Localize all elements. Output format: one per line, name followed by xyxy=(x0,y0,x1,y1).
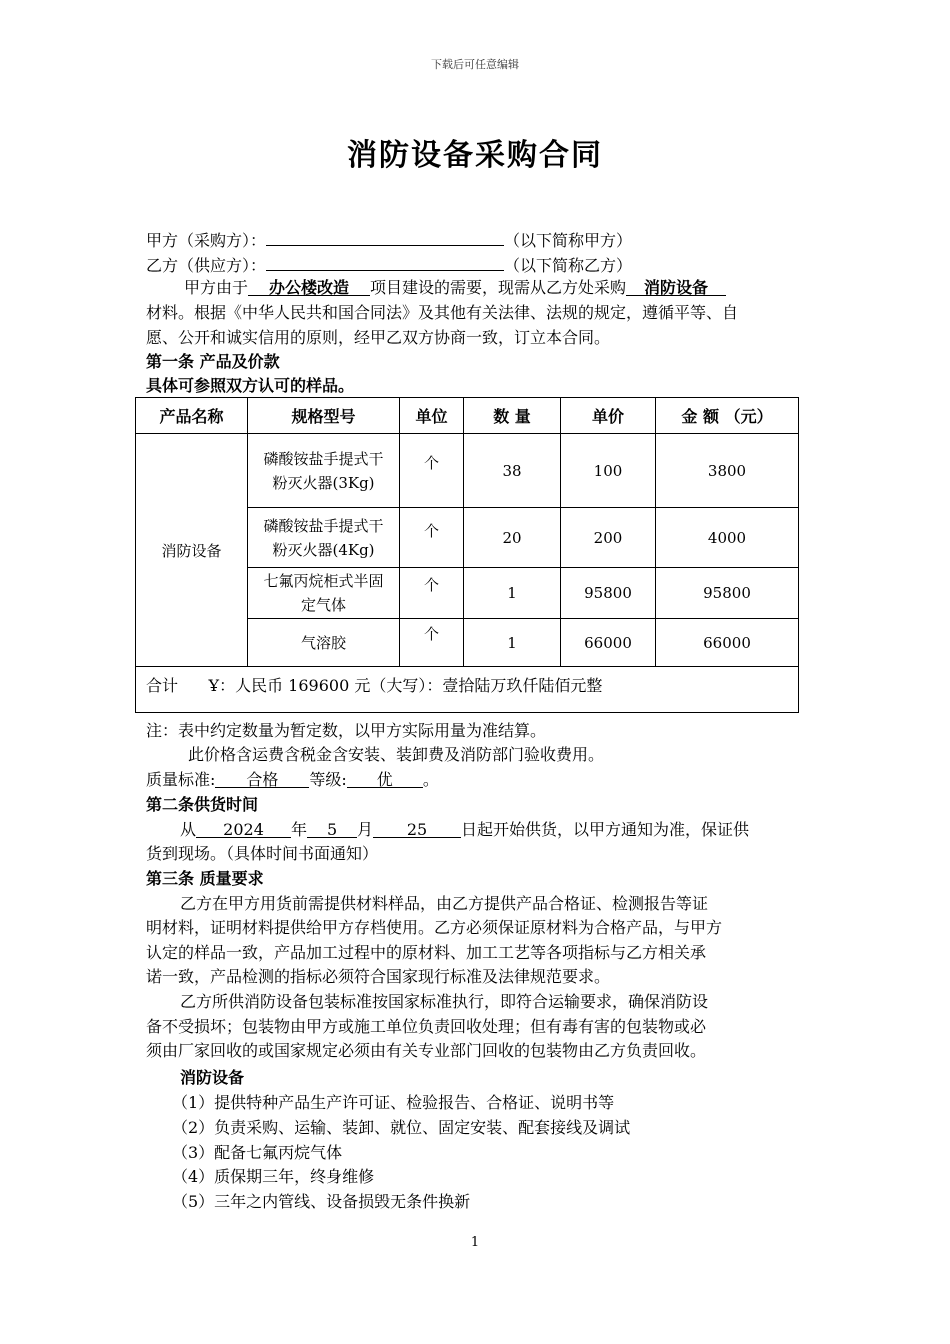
unit-cell: 个 xyxy=(400,508,464,568)
quality-para-1: 明材料，证明材料提供给甲方存档使用。乙方必须保证原材料为合格产品，与甲方 xyxy=(146,918,723,937)
page-number: 1 xyxy=(470,1235,480,1250)
table-header: 规格型号 xyxy=(248,398,400,434)
quality-para-1: 诺一致，产品检测的指标必须符合国家现行标准及法律规范要求。 xyxy=(146,967,611,986)
list-item: （2）负责采购、运输、装卸、就位、固定安装、配套接线及调试 xyxy=(172,1118,631,1137)
price-cell: 200 xyxy=(561,508,656,568)
product-category: 消防设备 xyxy=(136,434,248,667)
spec-cell: 七氟丙烷柜式半固 定气体 xyxy=(248,568,400,619)
list-item: （1）提供特种产品生产许可证、检验报告、合格证、说明书等 xyxy=(172,1093,615,1112)
amount-cell: 95800 xyxy=(656,568,799,619)
supply-year: 2024 xyxy=(196,818,291,838)
party-a-blank xyxy=(266,226,504,246)
quality-para-2: 须由厂家回收的或国家规定必须由有关专业部门回收的包装物由乙方负责回收。 xyxy=(146,1041,707,1060)
from-text: 从 xyxy=(180,820,197,839)
purchase-item: 消防设备 xyxy=(626,276,726,296)
intro-text-1: 甲方由于 xyxy=(184,278,249,297)
party-b-label: 乙方（供应方）： xyxy=(146,256,267,275)
amount-cell: 4000 xyxy=(656,508,799,568)
party-a-label: 甲方（采购方）： xyxy=(146,231,267,250)
quality-value: 合格 xyxy=(215,768,309,788)
spec-cell: 磷酸铵盐手提式干 粉灭火器(3Kg) xyxy=(248,434,400,508)
supply-day: 25 xyxy=(373,818,461,838)
intro-text-2: 项目建设的需要，现需从乙方处采购 xyxy=(370,278,627,297)
qty-cell: 38 xyxy=(464,434,561,508)
note-2: 此价格含运费含税金含安装、装卸费及消防部门验收费用。 xyxy=(188,745,605,764)
party-b-line xyxy=(146,251,632,278)
table-header: 数 量 xyxy=(464,398,561,434)
note-1: 注：表中约定数量为暂定数，以甲方实际用量为准结算。 xyxy=(146,721,547,740)
equipment-subtitle: 消防设备 xyxy=(180,1068,245,1087)
party-b-blank xyxy=(266,251,504,271)
table-row xyxy=(136,434,799,508)
qty-cell: 20 xyxy=(464,508,561,568)
grade-end: 。 xyxy=(422,770,439,789)
total-row xyxy=(136,667,799,713)
intro-line-1 xyxy=(184,276,726,300)
party-b-suffix: （以下简称乙方） xyxy=(504,256,633,275)
year-label: 年 xyxy=(291,820,308,839)
supply-line-2: 货到现场。（具体时间书面通知） xyxy=(146,844,379,863)
article-3-title: 第三条 质量要求 xyxy=(146,869,264,888)
list-item: （5）三年之内管线、设备损毁无条件换新 xyxy=(172,1192,471,1211)
table-header: 单位 xyxy=(400,398,464,434)
table-header-row xyxy=(136,398,799,434)
contract-title: 消防设备采购合同 xyxy=(347,138,603,173)
table-header: 金 额 （元） xyxy=(656,398,799,434)
supply-rest: 日起开始供货，以甲方通知为准，保证供 xyxy=(461,820,750,839)
article-1-subtitle: 具体可参照双方认可的样品。 xyxy=(146,376,355,395)
spec-cell: 气溶胶 xyxy=(248,619,400,667)
intro-line-3: 愿、公开和诚实信用的原则，经甲乙双方协商一致，订立本合同。 xyxy=(146,328,611,347)
article-2-title: 第二条供货时间 xyxy=(146,795,259,814)
quality-para-2: 乙方所供消防设备包装标准按国家标准执行，即符合运输要求，确保消防设 xyxy=(180,992,709,1011)
article-1-title: 第一条 产品及价款 xyxy=(146,352,280,371)
unit-cell: 个 xyxy=(400,568,464,619)
unit-cell: 个 xyxy=(400,434,464,508)
price-table xyxy=(135,397,799,713)
price-cell: 66000 xyxy=(561,619,656,667)
party-a-suffix: （以下简称甲方） xyxy=(504,231,633,250)
grade-value: 优 xyxy=(347,768,423,788)
total-label: 合计 xyxy=(146,676,179,695)
project-name: 办公楼改造 xyxy=(248,276,370,296)
total-text: Ұ：人民币 169600 元（大写）：壹拾陆万玖仟陆佰元整 xyxy=(208,676,603,695)
price-cell: 95800 xyxy=(561,568,656,619)
total-cell xyxy=(136,667,799,713)
quality-para-1: 乙方在甲方用货前需提供材料样品，由乙方提供产品合格证、检测报告等证 xyxy=(180,894,709,913)
intro-line-2: 材料。根据《中华人民共和国合同法》及其他有关法律、法规的规定，遵循平等、自 xyxy=(146,303,739,322)
table-header: 产品名称 xyxy=(136,398,248,434)
qty-cell: 1 xyxy=(464,619,561,667)
table-header: 单价 xyxy=(561,398,656,434)
list-item: （4）质保期三年，终身维修 xyxy=(172,1167,375,1186)
party-a-line xyxy=(146,226,632,253)
price-cell: 100 xyxy=(561,434,656,508)
quality-para-2: 备不受损坏；包装物由甲方或施工单位负责回收处理；但有毒有害的包装物或必 xyxy=(146,1017,707,1036)
qty-cell: 1 xyxy=(464,568,561,619)
list-item: （3）配备七氟丙烷气体 xyxy=(172,1143,343,1162)
quality-para-1: 认定的样品一致，产品加工过程中的原材料、加工工艺等各项指标与乙方相关承 xyxy=(146,943,707,962)
quality-line xyxy=(146,768,439,792)
grade-label: 等级: xyxy=(309,770,347,789)
page-header: 下载后可任意编辑 xyxy=(431,58,519,71)
unit-cell: 个 xyxy=(400,619,464,667)
supply-date-line xyxy=(180,818,749,842)
quality-label: 质量标准: xyxy=(146,770,216,789)
amount-cell: 3800 xyxy=(656,434,799,508)
spec-cell: 磷酸铵盐手提式干 粉灭火器(4Kg) xyxy=(248,508,400,568)
month-label: 月 xyxy=(357,820,374,839)
supply-month: 5 xyxy=(307,818,357,838)
amount-cell: 66000 xyxy=(656,619,799,667)
